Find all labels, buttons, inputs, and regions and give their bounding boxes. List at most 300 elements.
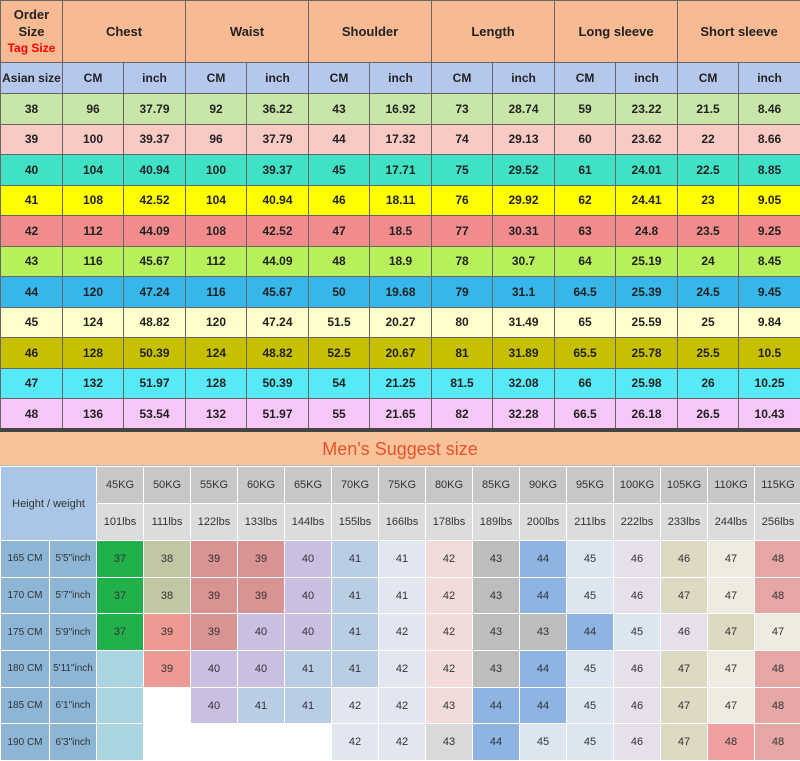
weight-kg-header: 50KG bbox=[144, 467, 191, 504]
measurement-cell: 10.5 bbox=[739, 338, 800, 369]
measurement-cell: 66 bbox=[555, 368, 616, 399]
suggested-size-cell: 37 bbox=[97, 614, 144, 651]
measurement-cell: 22 bbox=[678, 124, 739, 155]
size-cell: 44 bbox=[1, 277, 63, 308]
weight-kg-header: 110KG bbox=[708, 467, 755, 504]
suggested-size-cell: 47 bbox=[708, 577, 755, 614]
suggested-size-cell: 46 bbox=[614, 724, 661, 761]
size-row bbox=[1, 368, 800, 399]
suggested-size-cell: 39 bbox=[144, 651, 191, 688]
measurement-cell: 120 bbox=[186, 307, 247, 338]
suggested-size-cell: 47 bbox=[661, 724, 708, 761]
unit-header-inch: inch bbox=[739, 63, 800, 94]
suggested-size-cell: 41 bbox=[285, 687, 332, 724]
size-row bbox=[1, 185, 800, 216]
suggested-size-cell: 42 bbox=[426, 577, 473, 614]
measurement-cell: 17.32 bbox=[370, 124, 432, 155]
measurement-cell: 45.67 bbox=[247, 277, 309, 308]
size-row bbox=[1, 338, 800, 369]
measurement-cell: 64.5 bbox=[555, 277, 616, 308]
measurement-cell: 46 bbox=[309, 185, 370, 216]
size-cell: 48 bbox=[1, 399, 63, 430]
height-inch-cell: 5'11"inch bbox=[50, 651, 97, 688]
suggested-size-cell: 43 bbox=[473, 614, 520, 651]
height-row bbox=[1, 724, 800, 761]
measurement-cell: 20.67 bbox=[370, 338, 432, 369]
suggested-size-cell: 39 bbox=[191, 614, 238, 651]
suggested-size-cell: 38 bbox=[144, 577, 191, 614]
measurement-cell: 96 bbox=[186, 124, 247, 155]
weight-kg-header: 65KG bbox=[285, 467, 332, 504]
measurement-cell: 23.62 bbox=[616, 124, 678, 155]
unit-header-cm: CM bbox=[555, 63, 616, 94]
measurement-cell: 100 bbox=[63, 124, 124, 155]
suggested-size-cell: 41 bbox=[285, 651, 332, 688]
measurement-cell: 53.54 bbox=[124, 399, 186, 430]
measurement-cell: 44.09 bbox=[124, 216, 186, 247]
measurement-cell: 24.01 bbox=[616, 155, 678, 186]
measurement-cell: 28.74 bbox=[493, 94, 555, 125]
suggested-size-cell: 42 bbox=[332, 687, 379, 724]
size-corner-cell bbox=[1, 1, 63, 63]
suggested-size-cell: 45 bbox=[614, 614, 661, 651]
suggested-size-cell: 41 bbox=[332, 541, 379, 578]
suggested-size-cell: 46 bbox=[661, 614, 708, 651]
suggested-size-cell: 46 bbox=[614, 651, 661, 688]
suggested-size-cell: 44 bbox=[520, 651, 567, 688]
suggested-size-cell: 46 bbox=[661, 541, 708, 578]
unit-header-cm: CM bbox=[432, 63, 493, 94]
suggested-size-cell: 44 bbox=[520, 541, 567, 578]
suggested-size-cell: 41 bbox=[379, 541, 426, 578]
measurement-cell: 18.9 bbox=[370, 246, 432, 277]
suggested-size-cell: 39 bbox=[238, 577, 285, 614]
measurement-cell: 108 bbox=[186, 216, 247, 247]
measurement-cell: 66.5 bbox=[555, 399, 616, 430]
tag-size-label: Tag Size bbox=[1, 40, 62, 57]
measurement-cell: 10.25 bbox=[739, 368, 800, 399]
measurement-cell: 25.78 bbox=[616, 338, 678, 369]
asian-size-header: Asian size bbox=[1, 63, 63, 94]
measurement-cell: 24 bbox=[678, 246, 739, 277]
suggested-size-cell: 44 bbox=[520, 577, 567, 614]
suggested-size-cell: 40 bbox=[285, 577, 332, 614]
measurement-cell: 78 bbox=[432, 246, 493, 277]
measurement-cell: 37.79 bbox=[124, 94, 186, 125]
measurement-cell: 44 bbox=[309, 124, 370, 155]
measurement-cell: 132 bbox=[186, 399, 247, 430]
weight-kg-header: 70KG bbox=[332, 467, 379, 504]
measurement-cell: 8.45 bbox=[739, 246, 800, 277]
measurement-cell: 50.39 bbox=[247, 368, 309, 399]
suggested-size-cell bbox=[144, 687, 191, 724]
shoulder-header: Shoulder bbox=[309, 1, 432, 63]
measurement-cell: 48.82 bbox=[124, 307, 186, 338]
measurement-cell: 108 bbox=[63, 185, 124, 216]
suggested-size-cell: 48 bbox=[755, 724, 800, 761]
suggested-size-cell: 44 bbox=[520, 687, 567, 724]
height-row bbox=[1, 614, 800, 651]
suggested-size-cell: 40 bbox=[238, 614, 285, 651]
size-cell: 39 bbox=[1, 124, 63, 155]
measurement-cell: 63 bbox=[555, 216, 616, 247]
weight-lbs-header: 144lbs bbox=[285, 504, 332, 541]
weight-kg-header: 75KG bbox=[379, 467, 426, 504]
suggested-size-cell bbox=[97, 651, 144, 688]
measurement-cell: 80 bbox=[432, 307, 493, 338]
suggested-size-cell: 41 bbox=[332, 577, 379, 614]
size-cell: 42 bbox=[1, 216, 63, 247]
measurement-cell: 81 bbox=[432, 338, 493, 369]
suggested-size-cell: 48 bbox=[755, 651, 800, 688]
size-row bbox=[1, 155, 800, 186]
measurement-cell: 132 bbox=[63, 368, 124, 399]
chest-header: Chest bbox=[63, 1, 186, 63]
measurement-cell: 75 bbox=[432, 155, 493, 186]
suggested-size-cell: 47 bbox=[708, 614, 755, 651]
suggested-size-cell: 39 bbox=[191, 577, 238, 614]
unit-header-cm: CM bbox=[309, 63, 370, 94]
measurement-cell: 30.31 bbox=[493, 216, 555, 247]
suggested-size-cell bbox=[97, 687, 144, 724]
suggested-size-cell: 42 bbox=[332, 724, 379, 761]
measurement-cell: 51.5 bbox=[309, 307, 370, 338]
height-inch-cell: 6'3"inch bbox=[50, 724, 97, 761]
measurement-cell: 20.27 bbox=[370, 307, 432, 338]
measurement-cell: 116 bbox=[63, 246, 124, 277]
suggested-size-cell: 41 bbox=[379, 577, 426, 614]
weight-lbs-header: 133lbs bbox=[238, 504, 285, 541]
height-inch-cell: 5'5"inch bbox=[50, 541, 97, 578]
size-cell: 41 bbox=[1, 185, 63, 216]
measurement-cell: 116 bbox=[186, 277, 247, 308]
measurement-cell: 104 bbox=[63, 155, 124, 186]
measurement-cell: 32.08 bbox=[493, 368, 555, 399]
suggested-size-cell: 45 bbox=[567, 577, 614, 614]
suggested-size-cell: 47 bbox=[708, 541, 755, 578]
height-cm-cell: 180 CM bbox=[1, 651, 50, 688]
long-sleeve-header: Long sleeve bbox=[555, 1, 678, 63]
measurement-cell: 25.39 bbox=[616, 277, 678, 308]
height-inch-cell: 5'9"inch bbox=[50, 614, 97, 651]
unit-header-inch: inch bbox=[124, 63, 186, 94]
measurement-cell: 40.94 bbox=[247, 185, 309, 216]
weight-lbs-header: 178lbs bbox=[426, 504, 473, 541]
suggested-size-cell: 42 bbox=[426, 651, 473, 688]
suggested-size-cell: 42 bbox=[379, 724, 426, 761]
unit-header-inch: inch bbox=[616, 63, 678, 94]
suggested-size-cell: 43 bbox=[520, 614, 567, 651]
measurement-cell: 74 bbox=[432, 124, 493, 155]
suggested-size-cell: 40 bbox=[191, 687, 238, 724]
weight-lbs-header: 211lbs bbox=[567, 504, 614, 541]
suggested-size-cell: 41 bbox=[332, 651, 379, 688]
measurement-cell: 31.49 bbox=[493, 307, 555, 338]
measurement-cell: 120 bbox=[63, 277, 124, 308]
suggested-size-cell: 47 bbox=[661, 577, 708, 614]
measurement-cell: 36.22 bbox=[247, 94, 309, 125]
waist-header: Waist bbox=[186, 1, 309, 63]
suggested-size-cell bbox=[144, 724, 191, 761]
measurement-cell: 19.68 bbox=[370, 277, 432, 308]
suggested-size-cell: 41 bbox=[238, 687, 285, 724]
measurement-cell: 24.8 bbox=[616, 216, 678, 247]
measurement-cell: 18.11 bbox=[370, 185, 432, 216]
measurement-cell: 21.5 bbox=[678, 94, 739, 125]
measurement-cell: 9.84 bbox=[739, 307, 800, 338]
measurement-cell: 40.94 bbox=[124, 155, 186, 186]
suggested-size-cell: 40 bbox=[238, 651, 285, 688]
size-row bbox=[1, 277, 800, 308]
measurement-cell: 30.7 bbox=[493, 246, 555, 277]
measurement-cell: 26 bbox=[678, 368, 739, 399]
weight-lbs-header: 244lbs bbox=[708, 504, 755, 541]
measurement-cell: 52.5 bbox=[309, 338, 370, 369]
suggested-size-cell: 42 bbox=[379, 614, 426, 651]
suggested-size-cell: 47 bbox=[708, 687, 755, 724]
measurement-cell: 100 bbox=[186, 155, 247, 186]
height-cm-cell: 185 CM bbox=[1, 687, 50, 724]
suggested-size-cell: 40 bbox=[285, 614, 332, 651]
suggested-size-cell: 48 bbox=[708, 724, 755, 761]
measurement-cell: 55 bbox=[309, 399, 370, 430]
measurement-cell: 61 bbox=[555, 155, 616, 186]
weight-lbs-header: 256lbs bbox=[755, 504, 800, 541]
measurement-cell: 17.71 bbox=[370, 155, 432, 186]
measurement-cell: 8.46 bbox=[739, 94, 800, 125]
measurement-cell: 25.5 bbox=[678, 338, 739, 369]
length-header: Length bbox=[432, 1, 555, 63]
measurement-cell: 65 bbox=[555, 307, 616, 338]
suggested-size-cell: 38 bbox=[144, 541, 191, 578]
measurement-cell: 128 bbox=[186, 368, 247, 399]
size-cell: 38 bbox=[1, 94, 63, 125]
measurement-cell: 43 bbox=[309, 94, 370, 125]
suggested-size-cell: 41 bbox=[332, 614, 379, 651]
suggested-size-cell: 39 bbox=[191, 541, 238, 578]
size-row bbox=[1, 399, 800, 430]
size-row bbox=[1, 216, 800, 247]
weight-lbs-header: 166lbs bbox=[379, 504, 426, 541]
weight-kg-header: 55KG bbox=[191, 467, 238, 504]
measurement-cell: 9.25 bbox=[739, 216, 800, 247]
measurement-cell: 37.79 bbox=[247, 124, 309, 155]
measurement-cell: 47.24 bbox=[124, 277, 186, 308]
height-inch-cell: 6'1"inch bbox=[50, 687, 97, 724]
suggest-size-title: Men's Suggest size bbox=[0, 432, 800, 466]
measurement-cell: 8.85 bbox=[739, 155, 800, 186]
suggested-size-cell: 45 bbox=[567, 724, 614, 761]
weight-kg-header: 85KG bbox=[473, 467, 520, 504]
measurement-cell: 79 bbox=[432, 277, 493, 308]
suggested-size-cell: 42 bbox=[379, 651, 426, 688]
unit-header-inch: inch bbox=[370, 63, 432, 94]
size-cell: 40 bbox=[1, 155, 63, 186]
measurement-cell: 26.18 bbox=[616, 399, 678, 430]
measurement-cell: 32.28 bbox=[493, 399, 555, 430]
suggested-size-cell: 43 bbox=[473, 541, 520, 578]
weight-lbs-header: 101lbs bbox=[97, 504, 144, 541]
weight-kg-header: 60KG bbox=[238, 467, 285, 504]
suggested-size-cell: 43 bbox=[426, 724, 473, 761]
measurement-cell: 124 bbox=[63, 307, 124, 338]
size-cell: 47 bbox=[1, 368, 63, 399]
suggested-size-cell: 45 bbox=[567, 651, 614, 688]
suggested-size-cell: 44 bbox=[473, 724, 520, 761]
measurement-cell: 48.82 bbox=[247, 338, 309, 369]
measurement-cell: 25.59 bbox=[616, 307, 678, 338]
measurement-cell: 62 bbox=[555, 185, 616, 216]
suggested-size-cell bbox=[285, 724, 332, 761]
size-cell: 45 bbox=[1, 307, 63, 338]
measurement-cell: 45.67 bbox=[124, 246, 186, 277]
weight-lbs-header: 122lbs bbox=[191, 504, 238, 541]
suggested-size-cell: 43 bbox=[473, 577, 520, 614]
suggested-size-cell: 47 bbox=[755, 614, 800, 651]
suggested-size-cell: 37 bbox=[97, 541, 144, 578]
suggested-size-cell: 42 bbox=[426, 541, 473, 578]
measurement-cell: 65.5 bbox=[555, 338, 616, 369]
measurement-cell: 18.5 bbox=[370, 216, 432, 247]
measurement-cell: 39.37 bbox=[124, 124, 186, 155]
suggested-size-cell: 48 bbox=[755, 541, 800, 578]
measurement-cell: 25.98 bbox=[616, 368, 678, 399]
weight-lbs-header: 233lbs bbox=[661, 504, 708, 541]
suggested-size-cell: 42 bbox=[426, 614, 473, 651]
suggested-size-cell: 39 bbox=[144, 614, 191, 651]
unit-header-cm: CM bbox=[678, 63, 739, 94]
measurement-cell: 50 bbox=[309, 277, 370, 308]
suggested-size-cell bbox=[97, 724, 144, 761]
unit-header-inch: inch bbox=[247, 63, 309, 94]
measurement-cell: 76 bbox=[432, 185, 493, 216]
size-row bbox=[1, 307, 800, 338]
measurement-cell: 9.05 bbox=[739, 185, 800, 216]
measurement-cell: 26.5 bbox=[678, 399, 739, 430]
size-row bbox=[1, 246, 800, 277]
height-weight-header: Height / weight bbox=[1, 467, 97, 541]
measurement-cell: 44.09 bbox=[247, 246, 309, 277]
suggested-size-cell: 43 bbox=[473, 651, 520, 688]
height-cm-cell: 170 CM bbox=[1, 577, 50, 614]
measurement-cell: 21.25 bbox=[370, 368, 432, 399]
measurement-cell: 16.92 bbox=[370, 94, 432, 125]
height-cm-cell: 175 CM bbox=[1, 614, 50, 651]
weight-kg-header: 90KG bbox=[520, 467, 567, 504]
weight-kg-header: 100KG bbox=[614, 467, 661, 504]
measurement-cell: 124 bbox=[186, 338, 247, 369]
measurement-cell: 9.45 bbox=[739, 277, 800, 308]
measurement-cell: 23.22 bbox=[616, 94, 678, 125]
measurement-cell: 136 bbox=[63, 399, 124, 430]
weight-kg-header: 115KG bbox=[755, 467, 800, 504]
size-row bbox=[1, 94, 800, 125]
suggested-size-cell: 37 bbox=[97, 577, 144, 614]
height-row bbox=[1, 577, 800, 614]
measurement-cell: 64 bbox=[555, 246, 616, 277]
measurement-cell: 31.89 bbox=[493, 338, 555, 369]
unit-header-inch: inch bbox=[493, 63, 555, 94]
measurement-cell: 47.24 bbox=[247, 307, 309, 338]
measurement-cell: 29.52 bbox=[493, 155, 555, 186]
measurement-cell: 42.52 bbox=[124, 185, 186, 216]
weight-kg-header: 105KG bbox=[661, 467, 708, 504]
weight-lbs-header: 189lbs bbox=[473, 504, 520, 541]
suggested-size-cell: 44 bbox=[567, 614, 614, 651]
suggested-size-cell bbox=[191, 724, 238, 761]
suggested-size-cell: 47 bbox=[661, 687, 708, 724]
measurement-cell: 23.5 bbox=[678, 216, 739, 247]
measurement-cell: 45 bbox=[309, 155, 370, 186]
short-sleeve-header: Short sleeve bbox=[678, 1, 800, 63]
measurement-cell: 22.5 bbox=[678, 155, 739, 186]
suggested-size-cell: 46 bbox=[614, 577, 661, 614]
suggested-size-cell: 39 bbox=[238, 541, 285, 578]
height-row bbox=[1, 541, 800, 578]
suggested-size-cell: 40 bbox=[191, 651, 238, 688]
weight-lbs-header: 200lbs bbox=[520, 504, 567, 541]
measurement-cell: 25.19 bbox=[616, 246, 678, 277]
suggest-size-table bbox=[0, 466, 800, 761]
size-row bbox=[1, 124, 800, 155]
measurement-cell: 51.97 bbox=[124, 368, 186, 399]
measurement-cell: 42.52 bbox=[247, 216, 309, 247]
measurement-cell: 21.65 bbox=[370, 399, 432, 430]
measurement-cell: 96 bbox=[63, 94, 124, 125]
measurement-cell: 47 bbox=[309, 216, 370, 247]
measurement-cell: 81.5 bbox=[432, 368, 493, 399]
measurement-cell: 128 bbox=[63, 338, 124, 369]
weight-lbs-header: 155lbs bbox=[332, 504, 379, 541]
suggested-size-cell: 40 bbox=[285, 541, 332, 578]
weight-lbs-header: 222lbs bbox=[614, 504, 661, 541]
suggested-size-cell: 48 bbox=[755, 687, 800, 724]
measurement-cell: 60 bbox=[555, 124, 616, 155]
suggested-size-cell: 44 bbox=[473, 687, 520, 724]
weight-lbs-header: 111lbs bbox=[144, 504, 191, 541]
suggested-size-cell: 46 bbox=[614, 541, 661, 578]
measurement-cell: 50.39 bbox=[124, 338, 186, 369]
height-row bbox=[1, 651, 800, 688]
height-cm-cell: 190 CM bbox=[1, 724, 50, 761]
measurement-cell: 51.97 bbox=[247, 399, 309, 430]
height-cm-cell: 165 CM bbox=[1, 541, 50, 578]
measurement-cell: 39.37 bbox=[247, 155, 309, 186]
measurement-cell: 24.41 bbox=[616, 185, 678, 216]
suggested-size-cell: 45 bbox=[520, 724, 567, 761]
weight-kg-header: 95KG bbox=[567, 467, 614, 504]
measurement-cell: 54 bbox=[309, 368, 370, 399]
measurement-cell: 59 bbox=[555, 94, 616, 125]
suggested-size-cell: 47 bbox=[708, 651, 755, 688]
size-cell: 43 bbox=[1, 246, 63, 277]
measurement-cell: 8.66 bbox=[739, 124, 800, 155]
suggested-size-cell: 48 bbox=[755, 577, 800, 614]
suggested-size-cell: 42 bbox=[379, 687, 426, 724]
measurement-cell: 112 bbox=[186, 246, 247, 277]
order-size-label: Order Size bbox=[1, 6, 62, 40]
measurement-cell: 92 bbox=[186, 94, 247, 125]
unit-header-cm: CM bbox=[186, 63, 247, 94]
measurement-cell: 77 bbox=[432, 216, 493, 247]
weight-kg-header: 80KG bbox=[426, 467, 473, 504]
suggested-size-cell bbox=[238, 724, 285, 761]
height-row bbox=[1, 687, 800, 724]
suggested-size-cell: 43 bbox=[426, 687, 473, 724]
measurement-cell: 82 bbox=[432, 399, 493, 430]
measurement-cell: 112 bbox=[63, 216, 124, 247]
measurement-cell: 31.1 bbox=[493, 277, 555, 308]
